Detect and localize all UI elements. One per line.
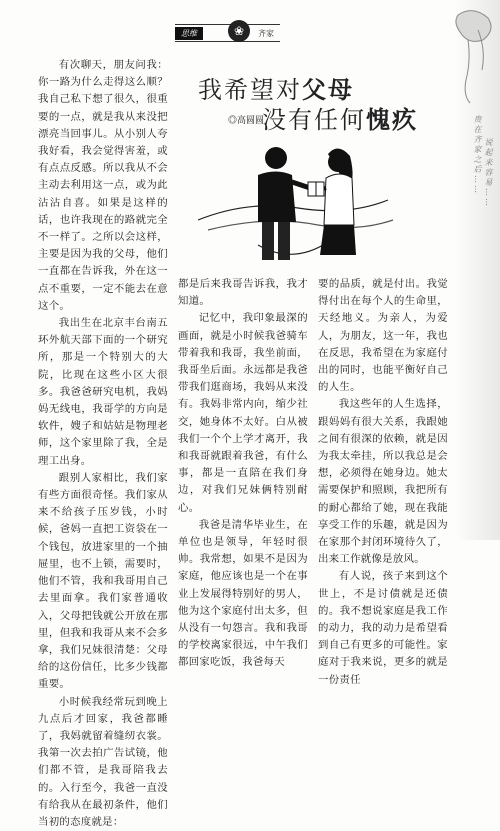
paragraph: 有次聊天，朋友问我：你一路为什么走得这么顺？我自己私下想了很久，很重要的一点，就是我从来没把漂亮当回事儿。从小别人夸我好看，我会觉得害羞，或有点点反感。所以我从不会主动去利用这一点，或为此沾沾自喜。如果是这样的话，也许我现在的路就完全不一样了。之所以会这样，主要是因为我的父母，他们一直都在告诉我，外在这一点不重要，一定不能去在意这个。 <box>38 59 168 312</box>
paragraph: 都是后来我哥告诉我，我才知道。 <box>178 278 308 308</box>
paragraph: 小时候我经常玩到晚上九点后才回家，我爸都睡了，我妈就留着缝纫衣裳。我第一次去拍广告试镜，他们都不管，是我哥陪我去的。入行至今，我爸一直没有给我从在最初条件，他们当初的态度就是： <box>38 695 168 828</box>
title-bold-text: 父母 <box>302 76 354 104</box>
couple-illustration <box>188 130 398 270</box>
paragraph: 我这些年的人生选择，跟妈妈有很大关系，我跟她之间有很深的依赖，就是因为我太牵挂，所以我总是会想，必须得在她身边。她太需要保护和照顾，我把所有的耐心都给了她，现在我能享受工作的乐趣，就是因为在家那个封闭环境待久了，出来工作就像是放风。 <box>318 398 448 566</box>
paragraph: 有人说，孩子来到这个世上，不是讨债就是还债的。我不想说家庭是我工作的动力，我的动力是希望看到自己有更多的可能性。家庭对于我来说，更多的就是一份责任 <box>318 570 448 686</box>
paragraph: 要的品质，就是付出。我觉得付出在每个人的生命里，天经地义。为亲人，为爱人，为朋友，这一年，我也在反思，我希望在为家庭付出的同时，也能平衡好自己的人生。 <box>318 278 448 394</box>
side-caption-1: 贵在齐家之后…… <box>473 115 482 195</box>
paragraph: 记忆中，我印象最深的画面，就是小时候我爸骑车带着我和我哥，我坐前面，我哥坐后面。永远都是我爸带我们逛商场，我妈从来没有。我妈非常内向，缩少社交，她身体不太好。白从被我们一个个上学才离开，我和我哥就跟着我爸，有什么事，都是一直陪在我们身边，对我们兄妹俩特别耐心。 <box>178 312 308 514</box>
column-label: 思维 <box>175 27 203 40</box>
article-column-2 <box>178 276 308 672</box>
paragraph: 跟别人家相比，我们家有些方面很奇怪。我们家从来不给孩子压岁钱，小时候，爸妈一直把工资袋在一个钱包，放进家里的一个抽屉里，也不上锁，需要时，他们不管，我和我哥用自己去里面拿。我们家普通收入，父母把钱就公开放在那里，但我和我哥从来不会多拿，我们兄妹很清楚：父母给的这份信任，比多少钱都重要。 <box>38 471 168 691</box>
paragraph: 我出生在北京丰台南五环外航天部下面的一个研究所，那是一个特别大的大院，比现在这些小区大很多。我爸爸研究电机，我妈妈无线电，我哥学的方向是软件，嫂子和姑姑是物理老师，这个家里除了我，全是理工出身。 <box>38 317 168 467</box>
section-label: 齐家 <box>258 28 274 38</box>
header-logo-icon: ❀ <box>228 20 250 42</box>
author-byline: ◎高圆圆 <box>228 115 265 125</box>
paragraph: 我爸是清华毕业生，在单位也是领导，年轻时很帅。我常想，如果不是因为家庭，他应该也是一个在事业上发展得特别好的男人，他为这个家庭付出太多，但从没有一句怨言。我和我哥的学校离家很远，中午我们都回家吃饭，我爸每天 <box>178 518 308 669</box>
ink-flower-illustration <box>438 0 500 105</box>
article-column-3 <box>318 276 448 689</box>
article-column-1 <box>38 57 168 831</box>
side-caption-2: 说起来容易…… <box>484 138 493 208</box>
title-bold-text: 愧疚 <box>366 106 418 134</box>
title-regular-text: 我希望对 <box>198 76 302 104</box>
title-regular-text: 没有任何 <box>262 106 366 134</box>
